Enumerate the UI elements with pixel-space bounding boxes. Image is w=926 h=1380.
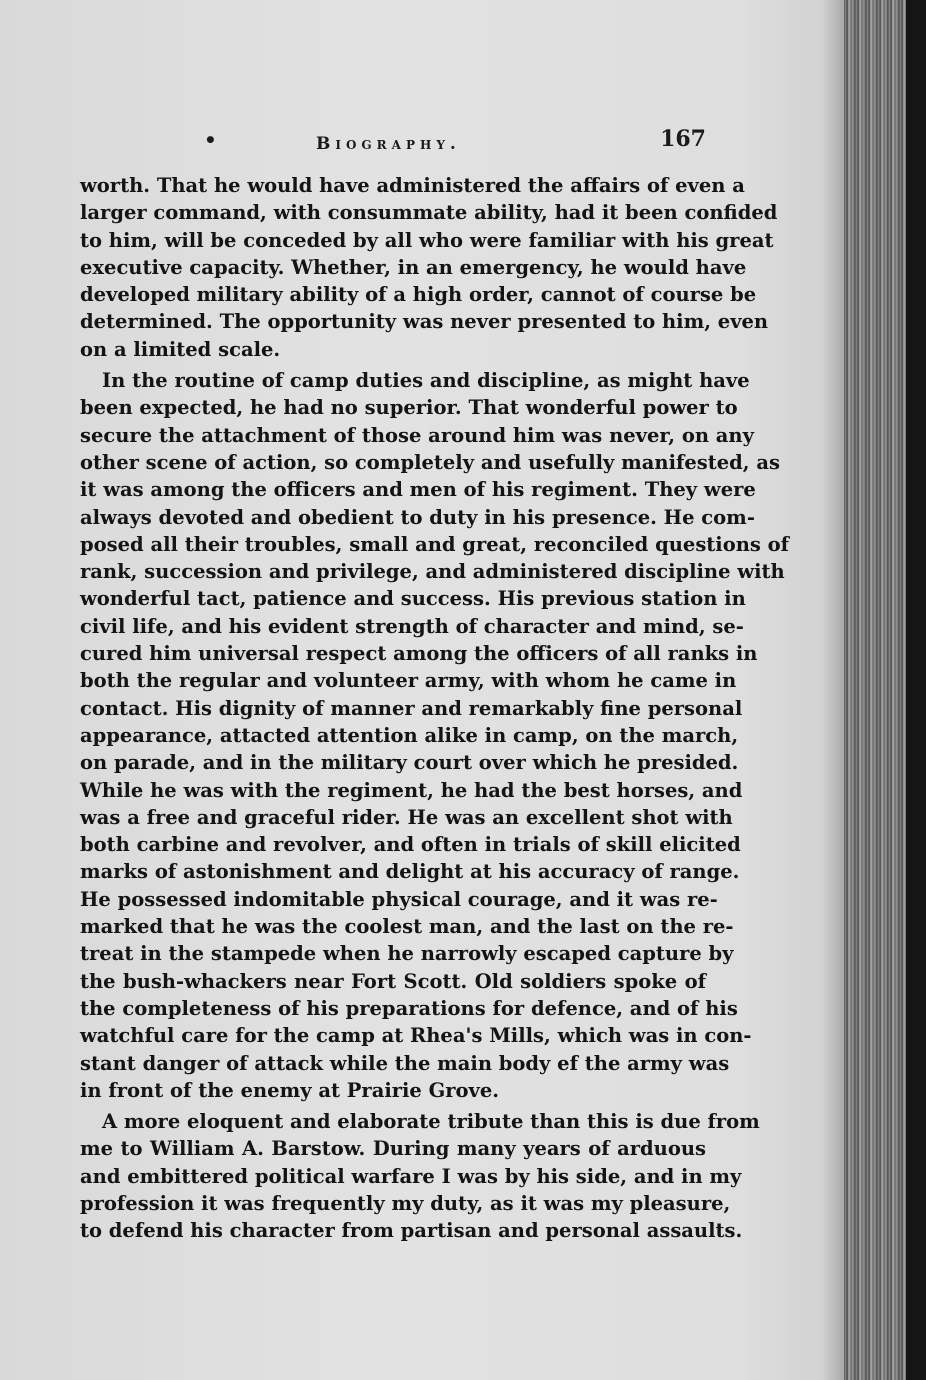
text-line: both carbine and revolver, and often in trials of skill elicited	[80, 833, 741, 857]
text-line: marked that he was the coolest man, and the last on the re-	[80, 915, 734, 939]
text-line: and embittered political warfare I was by his side, and in my	[80, 1164, 742, 1188]
body-text	[80, 172, 790, 1245]
text-line: both the regular and volunteer army, with whom he came in	[80, 669, 737, 693]
text-line: developed military ability of a high order, cannot of course be	[80, 283, 757, 307]
text-line: In the routine of camp duties and discipline, as might have	[102, 369, 750, 393]
text-line: appearance, attacted attention alike in camp, on the march,	[80, 723, 739, 747]
text-line: other scene of action, so completely and usefully manifested, as	[80, 450, 781, 474]
text-line: to defend his character from partisan and personal assaults.	[80, 1219, 743, 1243]
text-line: A more eloquent and elaborate tribute than this is due from	[102, 1110, 760, 1134]
text-line: profession it was frequently my duty, as it was my pleasure,	[80, 1191, 731, 1215]
text-line: me to William A. Barstow. During many years of arduous	[80, 1137, 706, 1161]
running-title: Biography.	[316, 134, 461, 154]
header-bullet: •	[204, 128, 217, 152]
text-line: always devoted and obedient to duty in his presence. He com-	[80, 505, 755, 529]
text-line: wonderful tact, patience and success. His previous station in	[80, 587, 746, 611]
text-line: the completeness of his preparations for defence, and of his	[80, 996, 738, 1020]
text-line: determined. The opportunity was never presented to him, even	[80, 310, 769, 334]
text-line: on a limited scale.	[80, 337, 281, 361]
text-line: in front of the enemy at Prairie Grove.	[80, 1078, 500, 1102]
text-line: been expected, he had no superior. That wonderful power to	[80, 396, 738, 420]
text-line: secure the attachment of those around him was never, on any	[80, 423, 754, 447]
text-line: worth. That he would have administered the affairs of even a	[80, 174, 745, 197]
page-number: 167	[660, 126, 706, 152]
text-line: on parade, and in the military court over which he presided.	[80, 751, 739, 775]
text-line: marks of astonishment and delight at his accuracy of range.	[80, 860, 740, 884]
paragraph	[80, 172, 778, 363]
text-line: treat in the stampede when he narrowly escaped capture by	[80, 942, 734, 966]
text-line: stant danger of attack while the main body ef the army was	[80, 1051, 730, 1075]
text-line: larger command, with consummate ability, had it been confided	[80, 201, 778, 225]
text-line: was a free and graceful rider. He was an excellent shot with	[80, 805, 733, 829]
text-line: contact. His dignity of manner and remarkably fine personal	[80, 696, 743, 720]
text-line: the bush-whackers near Fort Scott. Old soldiers spoke of	[80, 969, 706, 993]
page-header	[76, 126, 710, 166]
text-line: rank, succession and privilege, and administered discipline with	[80, 560, 785, 584]
text-line: it was among the officers and men of his regiment. They were	[80, 478, 756, 502]
paragraph	[80, 1108, 760, 1244]
text-line: watchful care for the camp at Rhea's Mills, which was in con-	[80, 1024, 752, 1048]
book-spine-dark-edge	[906, 0, 926, 1380]
text-line: He possessed indomitable physical courage, and it was re-	[80, 887, 718, 911]
text-line: civil life, and his evident strength of character and mind, se-	[80, 614, 744, 638]
paragraph	[80, 367, 790, 1104]
text-line: cured him universal respect among the officers of all ranks in	[80, 642, 758, 666]
gutter-shadow	[822, 0, 844, 1380]
text-line: While he was with the regiment, he had the best horses, and	[80, 778, 743, 802]
text-line: posed all their troubles, small and great, reconciled questions of	[80, 532, 790, 556]
text-line: executive capacity. Whether, in an emergency, he would have	[80, 255, 747, 279]
text-line: to him, will be conceded by all who were familiar with his great	[80, 228, 774, 252]
